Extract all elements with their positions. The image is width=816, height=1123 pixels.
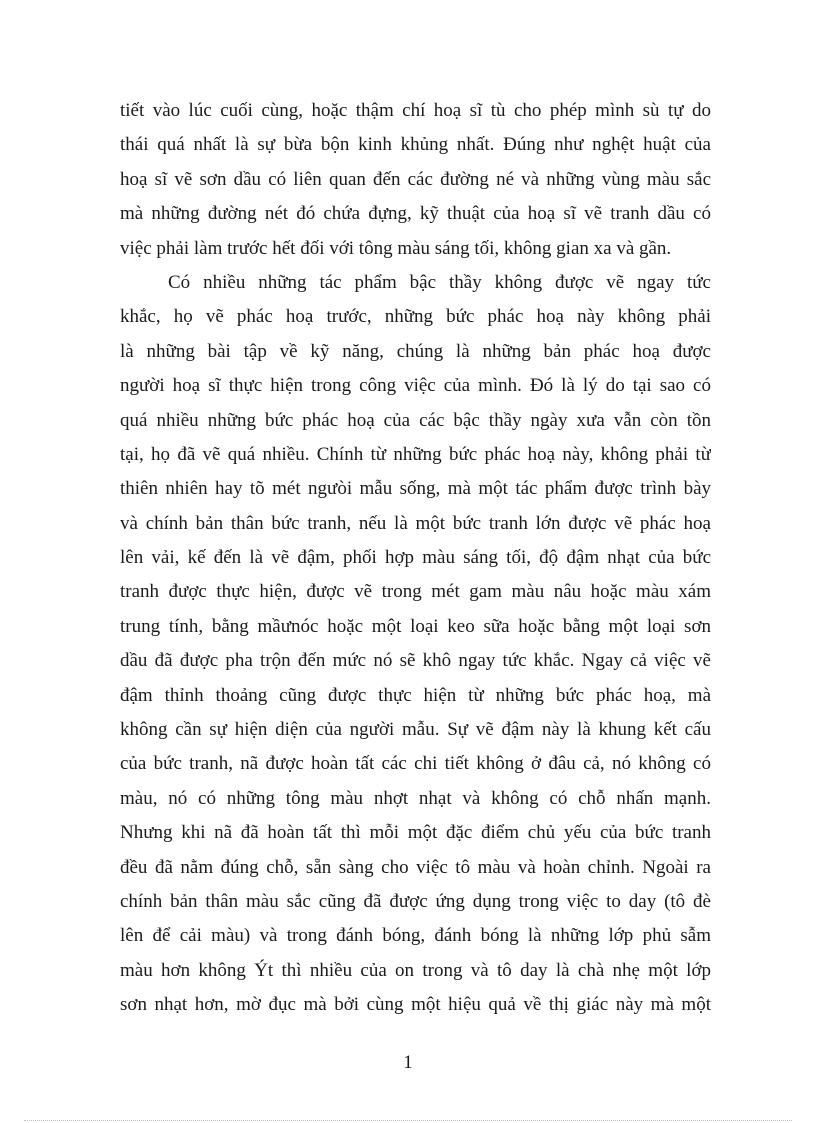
text-line: màu, nó có những tông màu nhợt nhạt và không có chỗ nhấn mạnh. [120, 787, 711, 809]
text-line: quá nhiều những bức phác hoạ của các bậc thầy ngày xưa vẫn còn tồn [120, 409, 711, 431]
text-line: hoạ sĩ vẽ sơn dầu có liên quan đến các đường né và những vùng màu sắc [120, 168, 711, 190]
page-number: 1 [403, 1052, 413, 1073]
text-line: đều đã nằm đúng chỗ, sẵn sàng cho việc tô màu và hoàn chỉnh. Ngoài ra [120, 856, 711, 878]
text-line: thiên nhiên hay tõ mét ngưòi mẫu sống, mà một tác phẩm được trình bày [120, 478, 711, 500]
text-line: là những bài tập về kỹ năng, chúng là những bản phác hoạ được [120, 340, 711, 362]
text-line: lên để cải màu) và trong đánh bóng, đánh bóng là những lớp phủ sẫm [120, 925, 711, 947]
text-line: mà những đường nét đó chứa đựng, kỹ thuật của hoạ sĩ vẽ tranh dầu có [120, 203, 711, 225]
text-line: Nhưng khi nã đã hoàn tất thì mỗi một đặc điểm chủ yếu của bức tranh [120, 822, 711, 844]
text-line: tại, họ đã vẽ quá nhiều. Chính từ những bức phác hoạ này, không phải từ [120, 443, 711, 465]
text-line: tranh được thực hiện, được vẽ trong mét gam màu nâu hoặc màu xám [120, 581, 711, 603]
text-line: người hoạ sĩ thực hiện trong công việc của mình. Đó là lý do tại sao có [120, 375, 711, 397]
body-text [120, 94, 711, 1023]
text-line: màu hơn không Ýt thì nhiều của on trong và tô day là chà nhẹ một lớp [120, 959, 711, 981]
text-line: lên vải, kế đến là vẽ đậm, phối hợp màu sáng tối, độ đậm nhạt của bức [120, 547, 711, 569]
text-line: sơn nhạt hơn, mờ đục mà bởi cùng một hiệu quả về thị giác này mà một [120, 994, 711, 1016]
text-line: dầu đã được pha trộn đến mức nó sẽ khô ngay tức khắc. Ngay cả việc vẽ [120, 650, 711, 672]
text-line: trung tính, bằng mầưnóc hoặc một loại keo sữa hoặc bằng một loại sơn [120, 615, 711, 637]
text-line: tiết vào lúc cuối cùng, hoặc thậm chí hoạ sĩ tù cho phép mình sù tự do [120, 100, 711, 121]
text-line: đậm thỉnh thoảng cũng được thực hiện từ những bức phác hoạ, mà [120, 684, 711, 706]
text-line: và chính bản thân bức tranh, nếu là một bức tranh lớn được vẽ phác hoạ [120, 512, 711, 534]
text-line: chính bản thân màu sắc cũng đã được ứng dụng trong việc to day (tô đè [120, 890, 711, 912]
text-line: việc phải làm trước hết đối với tông màu sáng tối, không gian xa và gần. [120, 237, 672, 259]
page-boundary-divider [24, 1120, 792, 1121]
text-line: Có nhiều những tác phẩm bậc thầy không được vẽ ngay tức [168, 271, 711, 293]
text-line: của bức tranh, nã được hoàn tất các chi tiết không ở đâu cả, nó không có [120, 753, 711, 775]
text-line: khắc, họ vẽ phác hoạ trước, những bức phác hoạ này không phải [120, 306, 711, 328]
text-line: thái quá nhất là sự bừa bộn kinh khủng nhất. Đúng như nghệt huật của [120, 134, 711, 156]
text-line: không cần sự hiện diện của người mẫu. Sự vẽ đậm này là khung kết cấu [120, 719, 711, 741]
